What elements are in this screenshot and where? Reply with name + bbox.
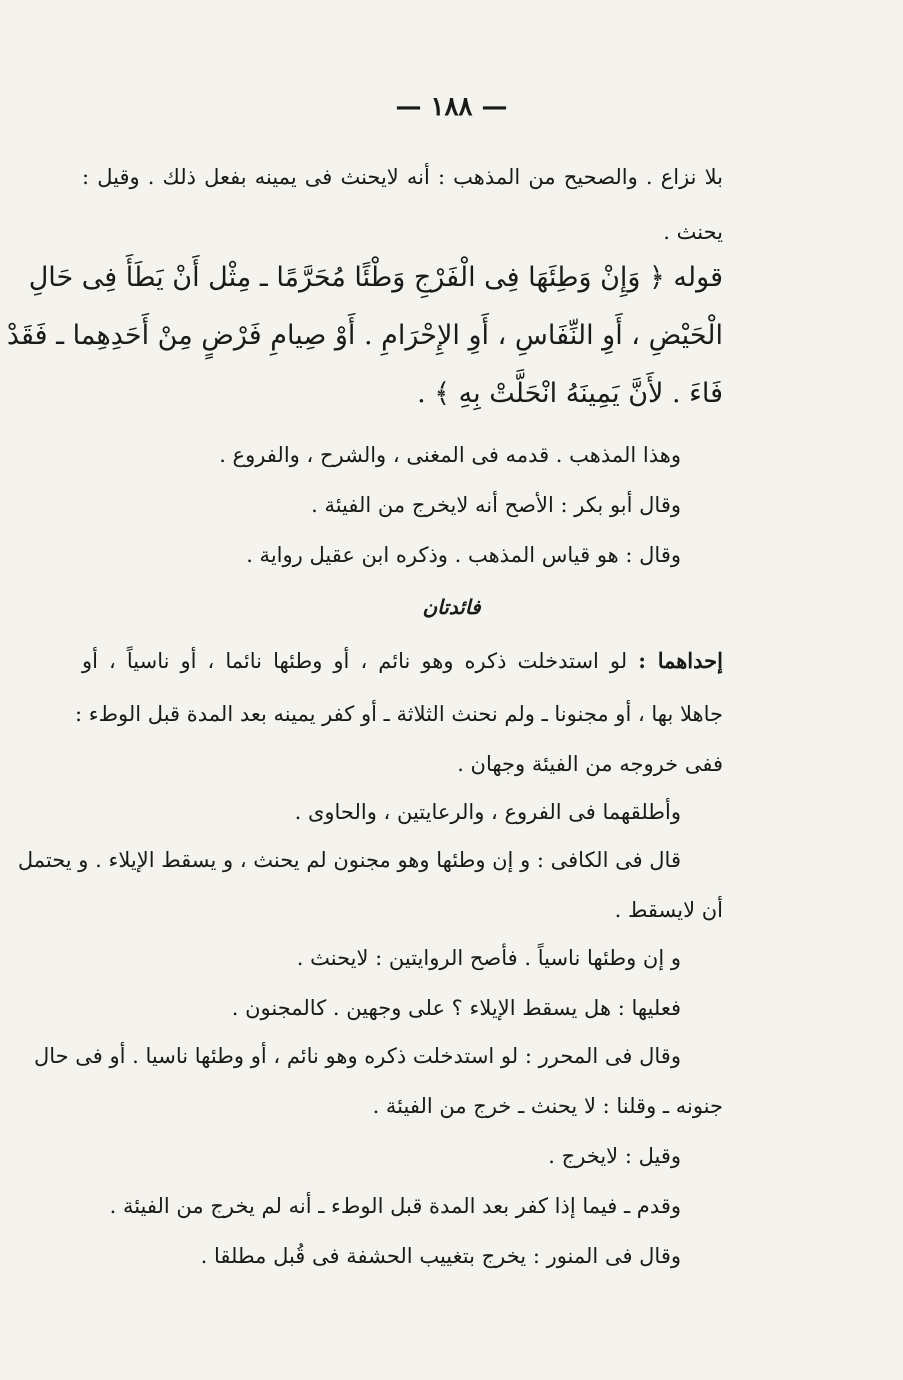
- paragraph-1-line-3: ففى خروجه من الفيئة وجهان .: [457, 752, 723, 776]
- text-line-15: وقال فى المنور : يخرج بتغييب الحشفة فى قُبل مطلقا .: [200, 1244, 681, 1268]
- text-line-5: وقال : هو قياس المذهب . وذكره ابن عقيل رواية .: [246, 543, 681, 567]
- text-line-14: وقدم ـ فيما إذا كفر بعد المدة قبل الوطء ـ أنه لم يخرج من الفيئة .: [109, 1194, 681, 1218]
- text-line-3: وهذا المذهب . قدمه فى المغنى ، والشرح ، والفروع .: [219, 443, 681, 467]
- text-line-1: بلا نزاع . والصحيح من المذهب : أنه لايحنث فى يمينه بفعل ذلك . وقيل :: [82, 165, 723, 189]
- paragraph-1-lead: إحداهما :: [638, 648, 723, 673]
- text-line-9: و إن وطئها ناسياً . فأصح الروايتين : لايحنث .: [296, 946, 681, 970]
- verse-line-1: قوله ﴿ وَإِنْ وَطِئَهَا فِى الْفَرْجِ وَطْئًا مُحَرَّمًا ـ مِثْل أَنْ يَطَأَ فِى حَالِ: [28, 262, 723, 293]
- paragraph-1-line-2: جاهلا بها ، أو مجنونا ـ ولم نحنث الثلاثة ـ أو كفر يمينه بعد المدة قبل الوطء :: [75, 702, 723, 726]
- paragraph-1-line-1: [82, 648, 723, 674]
- text-line-10: فعليها : هل يسقط الإيلاء ؟ على وجهين . كالمجنون .: [231, 996, 681, 1020]
- verse-line-3: فَاءَ . لأَنَّ يَمِينَهُ انْحَلَّتْ بِهِ ﴾ .: [417, 378, 723, 409]
- text-line-6: وأطلقهما فى الفروع ، والرعايتين ، والحاوى .: [294, 800, 681, 824]
- page-number: — ١٨٨ —: [395, 92, 508, 122]
- text-line-4: وقال أبو بكر : الأصح أنه لايخرج من الفيئة .: [311, 493, 681, 517]
- text-line-8: أن لايسقط .: [614, 898, 723, 922]
- text-line-2: يحنث .: [663, 220, 723, 244]
- section-heading: فائدتان: [422, 595, 481, 619]
- text-line-13: وقيل : لايخرج .: [548, 1144, 681, 1168]
- paragraph-1-text-a: لو استدخلت ذكره وهو نائم ، أو وطئها نائما ، أو ناسياً ، أو: [82, 649, 628, 673]
- verse-line-2: الْحَيْضِ ، أَوِ النِّفَاسِ ، أَوِ الإِحْرَامِ . أَوْ صِيامِ فَرْضٍ مِنْ أَحَدِهِما ـ فَقَدْ: [6, 320, 723, 351]
- text-line-7: قال فى الكافى : و إن وطئها وهو مجنون لم يحنث ، و يسقط الإيلاء . و يحتمل: [17, 848, 681, 872]
- text-line-12: جنونه ـ وقلنا : لا يحنث ـ خرج من الفيئة .: [372, 1094, 723, 1118]
- text-line-11: وقال فى المحرر : لو استدخلت ذكره وهو نائم ، أو وطئها ناسيا . أو فى حال: [33, 1044, 681, 1068]
